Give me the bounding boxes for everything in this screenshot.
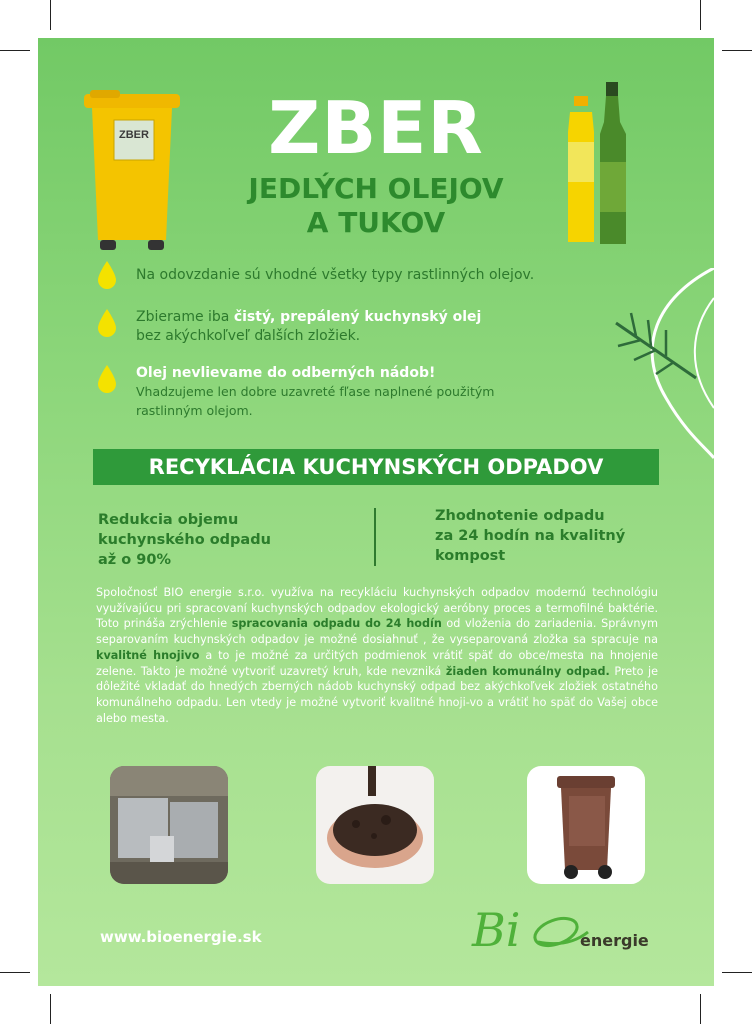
logo-bi: Bi	[472, 903, 521, 957]
crop-mark	[50, 0, 51, 30]
paragraph-text: Preto je dôležité vkladať do hnedých zberných nádob kuchynský odpad bez akýchkoľvek zložiek ostatného komunálneho odpadu. Len vtedy je možné vytvoriť kvalitné hnoji-vo a vrátiť ho späť do Vašej obce alebo mesta.	[96, 664, 659, 725]
bullet-text-strong: Olej nevlievame do odberných nádob!	[136, 365, 436, 381]
bullet-text-strong: čistý, prepálený kuchynský olej	[233, 309, 482, 325]
page-subtitle-line2: A TUKOV	[306, 206, 446, 239]
bullet-text-line3: rastlinným olejom.	[136, 403, 253, 418]
page-subtitle-line1: JEDLÝCH OLEJOV	[248, 172, 504, 205]
oil-drop-icon	[96, 364, 118, 394]
stat-line: kompost	[435, 548, 506, 564]
bullet-text-line2: Vhadzujeme len dobre uzavreté fľase naplnené použitým	[136, 384, 495, 399]
page-title: ZBER	[268, 86, 484, 170]
oil-drop-icon	[96, 308, 118, 338]
stat-line: Zhodnotenie odpadu	[435, 508, 605, 524]
stat-line: až o 90%	[98, 552, 171, 568]
crop-mark	[0, 972, 30, 973]
stat-line: za 24 hodín na kvalitný	[435, 528, 626, 544]
stat-compost	[435, 506, 625, 566]
crop-mark	[700, 994, 701, 1024]
bin-label: ZBER	[119, 129, 149, 141]
crop-mark	[0, 50, 30, 51]
stat-line: Redukcia objemu	[98, 512, 239, 528]
paragraph-highlight: žiaden komunálny odpad.	[445, 664, 610, 678]
crop-mark	[50, 994, 51, 1024]
logo-energie: energie	[580, 931, 649, 950]
brown-bin-photo	[527, 766, 645, 884]
paragraph-text: Spoločnosť BIO energie s.r.o. využíva na recykláciu kuchynských odpadov modernú technológiu využívajúcu pri spracovaní kuchynských odpadov ekologický aeróbny proces a termofilné baktérie. Toto prináša zrýchlenie	[96, 586, 658, 631]
stat-reduction	[98, 510, 271, 570]
bullet-text	[136, 308, 646, 346]
bullet-text: Na odovzdanie sú vhodné všetky typy rastlinných olejov.	[136, 267, 535, 283]
recycling-banner: RECYKLÁCIA KUCHYNSKÝCH ODPADOV	[93, 449, 659, 485]
paragraph-text: od vloženia do zariadenia. Správnym separovaním kuchynských odpadov je možné dosiahnuť , že vyseparovaná zložka sa spracuje na	[96, 617, 658, 647]
paragraph-text: a to je možné za určitých podmienok vrátiť späť do obce/mesta na hnojenie zelene. Takto je možné vytvoriť uzavretý kruh, kde nevzniká	[96, 648, 658, 678]
oil-drop-icon	[96, 260, 118, 290]
paragraph-highlight: spracovania odpadu do 24 hodín	[231, 617, 442, 631]
flyer	[38, 38, 714, 986]
crop-mark	[700, 0, 701, 30]
stat-line: kuchynského odpadu	[98, 532, 271, 548]
stat-divider	[374, 508, 376, 566]
composting-machine-photo	[110, 766, 228, 884]
website-link[interactable]: www.bioenergie.sk	[100, 928, 262, 946]
bullet-text-line2: bez akýchkoľveľ ďalších zložiek.	[136, 328, 361, 344]
compost-hands-photo	[316, 766, 434, 884]
crop-mark	[722, 50, 752, 51]
paragraph-highlight: kvalitné hnojivo	[96, 648, 200, 662]
description-paragraph	[96, 585, 658, 726]
bio-energie-logo	[468, 902, 668, 962]
bullet-text-pre: Zbierame iba	[136, 309, 234, 325]
crop-mark	[722, 972, 752, 973]
bullet-text	[136, 364, 646, 421]
